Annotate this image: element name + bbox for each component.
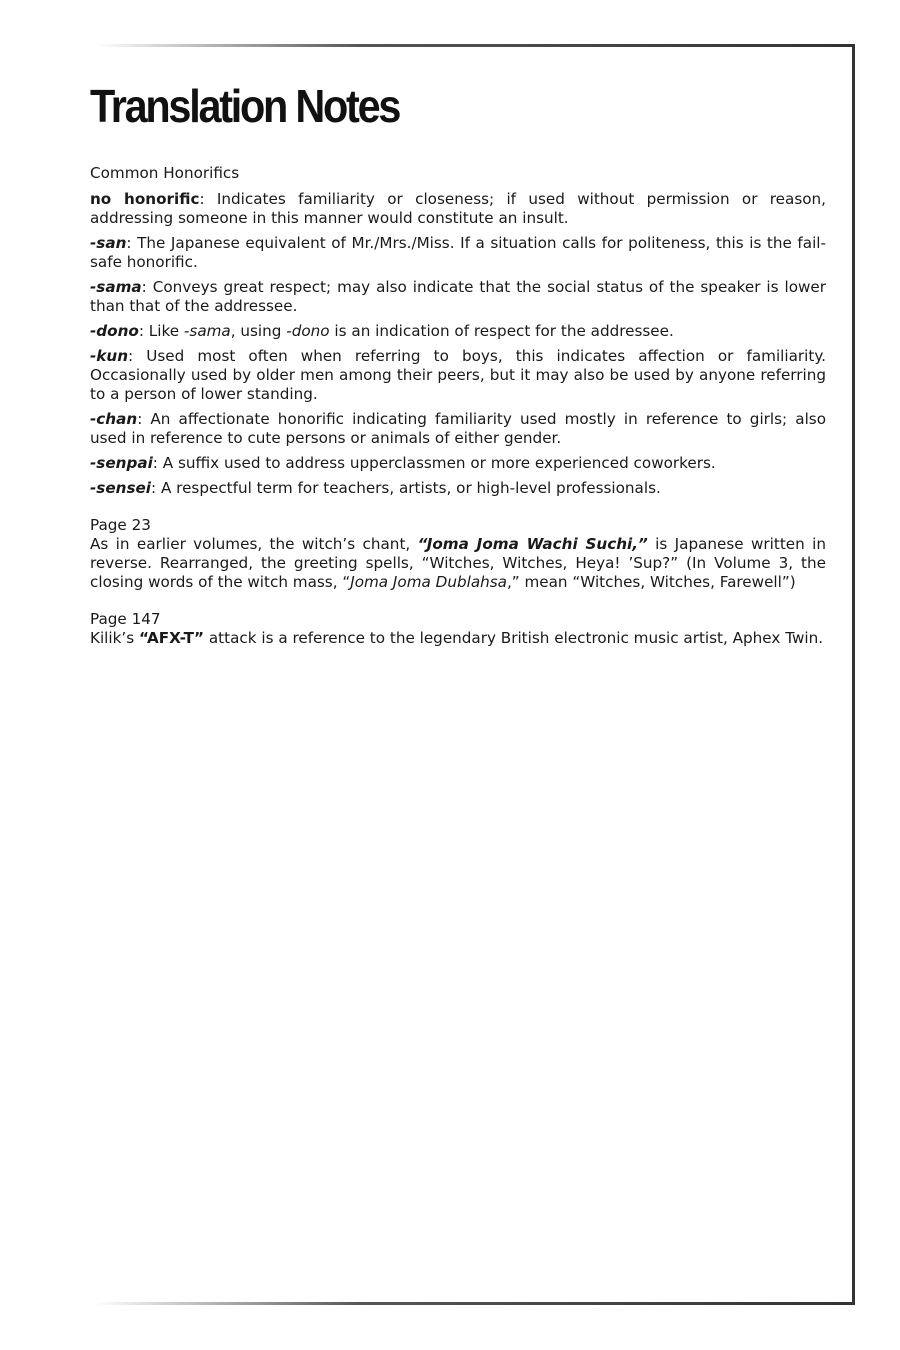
honorific-definition: : The Japanese equivalent of Mr./Mrs./Miss. If a situation calls for politeness, this is the fail-safe honorific. <box>90 234 826 271</box>
honorific-entry-dono <box>90 322 826 341</box>
honorific-inline-term: -sama <box>183 322 231 340</box>
witch-chant: “Joma Joma Wachi Suchi,” <box>417 535 648 553</box>
page-frame-right-border <box>852 44 855 1305</box>
honorific-definition: : A respectful term for teachers, artists, or high-level professionals. <box>151 479 661 497</box>
honorific-definition: : Conveys great respect; may also indicate that the social status of the speaker is lower than that of the addressee. <box>90 278 826 315</box>
honorific-definition-part: : Like <box>138 322 184 340</box>
witch-mass-words: Joma Joma Dublahsa <box>350 573 507 591</box>
honorific-term: no honorific <box>90 190 200 208</box>
honorific-definition: : An affectionate honorific indicating familiarity used mostly in reference to girls; also used in reference to cute persons or animals of either gender. <box>90 410 826 447</box>
honorific-term: -kun <box>90 347 129 365</box>
honorific-definition-part: , using <box>230 322 287 340</box>
page-title: Translation Notes <box>90 80 400 132</box>
honorific-entry-no-honorific <box>90 190 826 228</box>
note-text-part: ,” mean “Witches, Witches, Farewell”) <box>506 573 796 591</box>
page-23-text <box>90 535 826 592</box>
page-147-text <box>90 629 826 648</box>
notes-content <box>90 164 826 648</box>
page-147-note <box>90 610 826 648</box>
honorific-entry-senpai <box>90 454 826 473</box>
page-147-label: Page 147 <box>90 610 161 628</box>
page-23-note <box>90 516 826 592</box>
honorific-entry-sensei <box>90 479 826 498</box>
honorific-entry-chan <box>90 410 826 448</box>
honorific-entry-sama <box>90 278 826 316</box>
honorific-definition: : A suffix used to address upperclassmen or more experienced coworkers. <box>152 454 716 472</box>
honorific-definition: : Used most often when referring to boys, this indicates affection or familiarity. Occasionally used by older men among their peers, but it may also be used by anyone referring to a person of lower standing. <box>90 347 826 403</box>
honorific-term: -san <box>90 234 127 252</box>
honorific-term: -senpai <box>90 454 153 472</box>
honorific-definition: : Indicates familiarity or closeness; if used without permission or reason, addressing someone in this manner would constitute an insult. <box>90 190 826 227</box>
honorific-inline-term: -dono <box>286 322 330 340</box>
honorific-definition-part: is an indication of respect for the addressee. <box>329 322 674 340</box>
note-text-part: As in earlier volumes, the witch’s chant, <box>90 535 418 553</box>
honorific-term: -sama <box>90 278 142 296</box>
honorific-term: -sensei <box>90 479 152 497</box>
honorifics-heading: Common Honorifics <box>90 164 240 182</box>
honorific-term: -dono <box>90 322 139 340</box>
honorific-entry-san <box>90 234 826 272</box>
note-text-part: is Japanese written in reverse. Rearranged, the greeting spells, “Witches, Witches, Heya! ’Sup?” (In Volume 3, the closing words of the witch mass, “ <box>90 535 826 591</box>
page-23-label: Page 23 <box>90 516 151 534</box>
page-frame-top-border <box>95 44 855 47</box>
page-frame-bottom-border <box>95 1302 855 1305</box>
attack-name: “AFX-T” <box>138 629 205 647</box>
note-text-part: Kilik’s <box>90 629 139 647</box>
note-text-part: attack is a reference to the legendary British electronic music artist, Aphex Twin. <box>204 629 824 647</box>
honorific-term: -chan <box>90 410 138 428</box>
honorific-entry-kun <box>90 347 826 404</box>
